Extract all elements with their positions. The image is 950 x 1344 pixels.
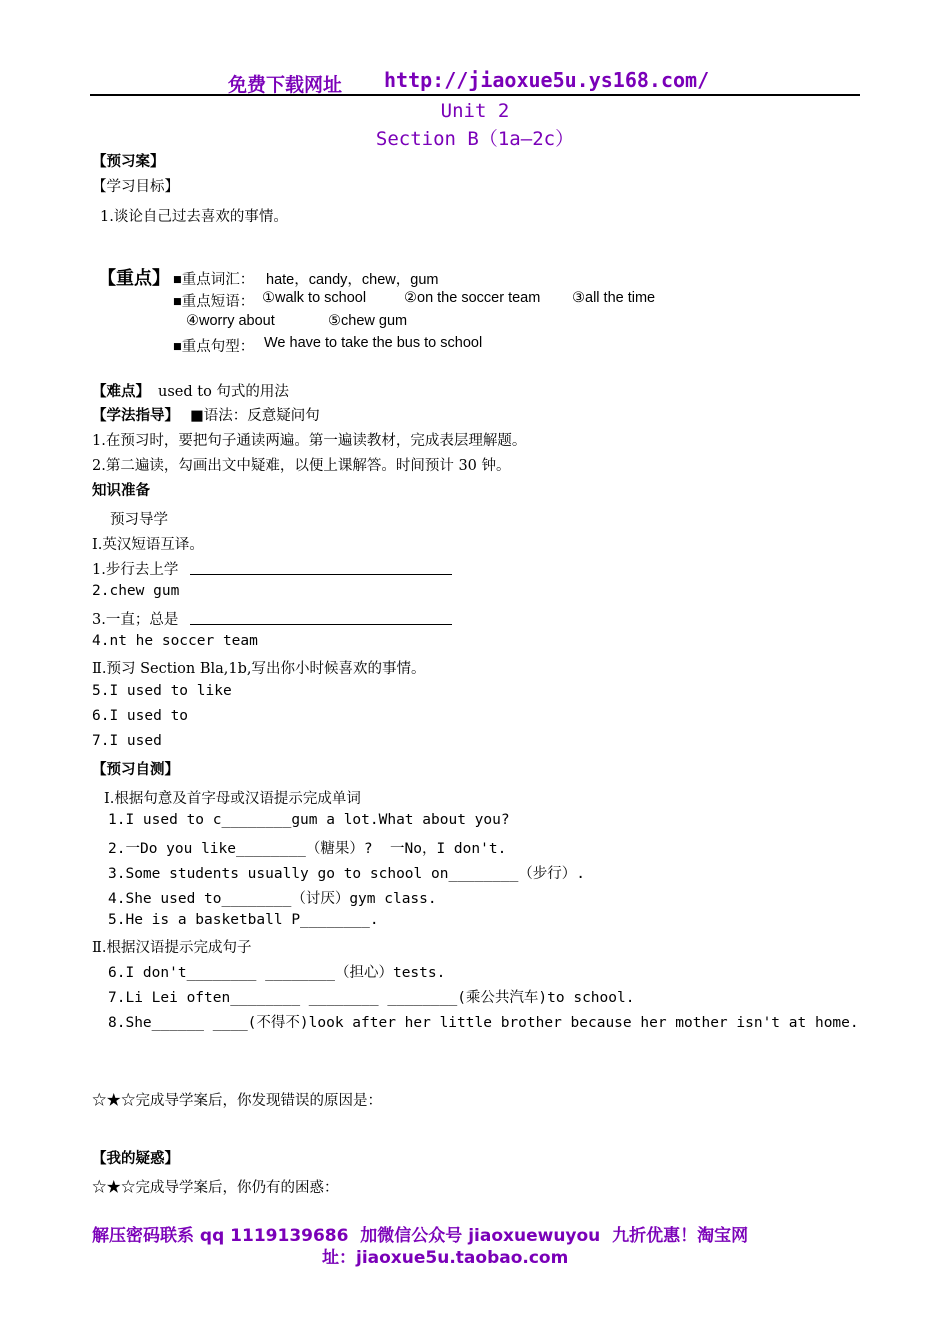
guide-heading: 预习导学 — [110, 512, 168, 528]
header-divider — [90, 94, 860, 96]
goal-1: 1.谈论自己过去喜欢的事情。 — [100, 209, 288, 225]
phrase-3: ③all the time — [572, 290, 656, 306]
self-test-part2-title: Ⅱ.根据汉语提示完成句子 — [92, 940, 252, 956]
key-phrases-label: ■重点短语： — [173, 294, 255, 310]
method-label: 【学法指导】 — [92, 407, 179, 424]
doubts-prompt: ☆★☆完成导学案后，你仍有的困惑： — [92, 1180, 339, 1196]
self-test-part1-title: Ⅰ.根据句意及首字母或汉语提示完成单词 — [104, 791, 361, 807]
part2-title: Ⅱ.预习 Section Bla,1b,写出你小时候喜欢的事情。 — [92, 661, 426, 677]
method-text: ■语法：反意疑问句 — [190, 408, 320, 424]
unit-title: Unit 2 — [440, 100, 510, 122]
key-words: hate，candy，chew，gum — [266, 272, 439, 288]
phrase-4: ④worry about — [186, 313, 275, 329]
question-7: 7.Li Lei often________ ________ ________(乘公共汽车)to school. — [108, 990, 635, 1006]
header-url[interactable]: http://jiaoxue5u.ys168.com/ — [384, 68, 710, 92]
phrase-1: ①walk to school — [262, 290, 367, 306]
footer-line-1: 解压密码联系 qq 1119139686 加微信公众号 jiaoxuewuyou 九折优惠！淘宝网 — [92, 1226, 749, 1246]
list-item: 2.chew gum — [92, 583, 180, 599]
footer-line-2[interactable]: 址：jiaoxue5u.taobao.com — [322, 1248, 569, 1268]
key-sentence: We have to take the bus to school — [264, 335, 483, 351]
preview-heading: 【预习案】 — [92, 153, 165, 170]
question-8: 8.She______ ____(不得不)look after her little brother because her mother isn't at home. — [108, 1015, 859, 1031]
header-label: 免费下载网址 — [228, 74, 343, 96]
phrase-5: ⑤chew gum — [328, 313, 408, 329]
difficulty-label: 【难点】 — [92, 383, 150, 400]
question-3: 3.Some students usually go to school on________（步行）. — [108, 866, 586, 882]
answer-blank[interactable] — [190, 560, 452, 575]
list-item: 3.一直；总是 — [92, 612, 179, 628]
self-test-heading: 【预习自测】 — [92, 761, 179, 778]
answer-blank[interactable] — [190, 610, 452, 625]
doubts-heading: 【我的疑惑】 — [92, 1150, 179, 1167]
phrase-2: ②on the soccer team — [404, 290, 541, 306]
question-1: 1.I used to c________gum a lot.What about you? — [108, 812, 510, 828]
key-words-label: ■重点词汇： — [173, 272, 255, 288]
goal-heading: 【学习目标】 — [92, 179, 179, 195]
knowledge-heading: 知识准备 — [92, 482, 150, 499]
method-line-1: 1.在预习时，要把句子通读两遍。第一遍读教材，完成表层理解题。 — [92, 433, 527, 449]
section-title: Section B（1a—2c） — [375, 128, 575, 150]
question-2: 2.一Do you like________（糖果）? 一No，I don't. — [108, 841, 507, 857]
list-item: 1.步行去上学 — [92, 562, 179, 578]
difficulty-text: used to 句式的用法 — [158, 384, 289, 400]
part1-title: Ⅰ.英汉短语互译。 — [92, 537, 204, 553]
question-6: 6.I don't________ ________（担心）tests. — [108, 965, 446, 981]
errors-prompt: ☆★☆完成导学案后，你发现错误的原因是： — [92, 1093, 382, 1109]
write-item: 5.I used to like — [92, 683, 232, 699]
list-item: 4.nt he soccer team — [92, 633, 258, 649]
write-item: 6.I used to — [92, 708, 189, 724]
key-points-label: 【重点】 — [98, 268, 170, 289]
write-item: 7.I used — [92, 733, 162, 749]
key-sentence-label: ■重点句型： — [173, 339, 255, 355]
question-5: 5.He is a basketball P________. — [108, 912, 379, 928]
method-line-2: 2.第二遍读，勾画出文中疑难，以便上课解答。时间预计 30 钟。 — [92, 458, 511, 474]
question-4: 4.She used to________（讨厌）gym class. — [108, 891, 437, 907]
